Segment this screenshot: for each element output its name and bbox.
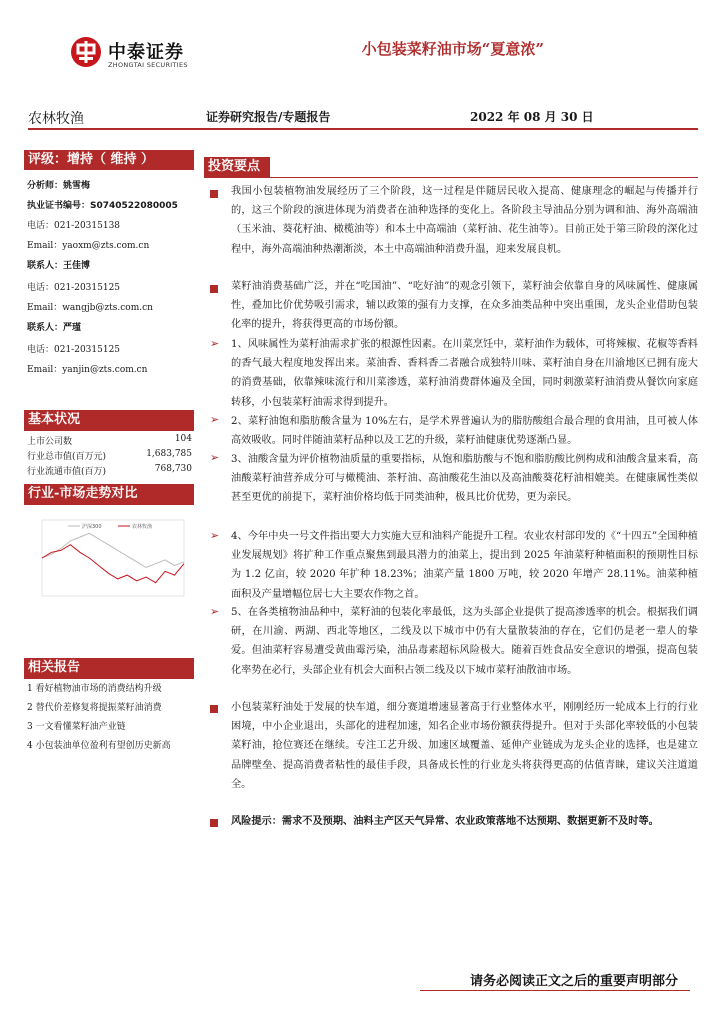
related-report-3[interactable]: 3 一文看懂菜籽油产业链	[27, 722, 126, 732]
paragraph-point-5: 5、在各类植物油品种中，菜籽油的包装化率最低，这为头部企业提供了提高渗透率的机会。根据我们调研，在川渝、两湖、西北等地区，二线及以下城市中仍有大量散装油的存在，它们仍是老一辈人的挚爱。但油菜籽容易遭受黄曲霉污染，油品毒素超标风险极大。随着百姓食品安全意识的增强，提高包装化率势在必行，头部企业有机会大面积占领二线及以下城市菜籽油散油市场。	[231, 607, 698, 676]
report-date: 2022 年 08 月 30 日	[470, 110, 594, 124]
series-line-2	[42, 545, 184, 583]
trend-divider	[24, 504, 194, 505]
trend-header: 行业-市场走势对比	[24, 484, 194, 504]
square-bullet-icon	[210, 705, 218, 713]
paragraph-point-1: 1、风味属性为菜籽油需求扩张的根源性因素。在川菜烹饪中，菜籽油作为载体，可将辣椒、花椒等香料的香气最大程度地发挥出来。菜油香、香料香二者融合成独特川味、菜籽油自身在川渝地区已拥有庞大的消费基础，依靠辣味流行和川菜渗透，菜籽油消费群体遍及全国，同时刺激菜籽油消费从餐饮向家庭转移，小包装菜籽油需求得到提升。	[231, 339, 698, 408]
contact-1-email[interactable]: Email：wangjb@zts.com.cn	[27, 303, 153, 313]
logo-text-en: ZHONGTAI SECURITIES	[108, 61, 188, 69]
arrow-bullet-icon: ➢	[210, 605, 220, 618]
square-bullet-icon	[210, 190, 218, 198]
stat-row	[27, 449, 192, 462]
header-divider	[28, 128, 698, 130]
stat-value: 1,683,785	[146, 449, 192, 459]
related-divider	[24, 678, 194, 679]
license-number: 执业证书编号：S0740522080005	[27, 201, 178, 211]
stat-label: 行业流通市值(百万)	[27, 467, 107, 477]
logo-text-cn: 中泰证券	[108, 42, 184, 63]
chart-frame	[42, 520, 184, 596]
paragraph-stages: 我国小包装植物油发展经历了三个阶段，这一过程是伴随居民收入提高、健康理念的崛起与传播并行的，这三个阶段的演进体现为消费者在油种选择的变化上。各阶段主导油品分别为调和油、海外高端油（玉米油、葵花籽油、橄榄油等）和本土中高端油（菜籽油、花生油等）。目前正处于第三阶段的深化过程中，海外高端油种热潮渐淡，本土中高端油种消费升温，迎来发展良机。	[231, 186, 698, 255]
report-type: 证券研究报告/专题报告	[206, 110, 331, 124]
paragraph-point-3: 3、油酸含量为评价植物油质量的重要指标，从饱和脂肪酸与不饱和脂肪酸比例构成和油酸含量来看，高油酸菜籽油营养成分可与橄榄油、茶籽油、高油酸花生油以及高油酸葵花籽油相媲美。在健康属性类似甚至更优的前提下，菜籽油价格均低于同类油种，极具比价优势，更为亲民。	[231, 454, 698, 504]
company-logo	[70, 36, 210, 76]
paragraph-outlook: 小包装菜籽油处于发展的快车道，细分赛道增速显著高于行业整体水平，刚刚经历一轮成本上行的行业困境，中小企业退出，头部化的进程加速，知名企业市场份额获得提升。但对于头部化率较低的小包装菜籽油，抢位赛还在继续。专注工艺升级、加速区域覆盖、延伸产业链成为龙头企业的选择，也是建立品牌壁垒、提高消费者粘性的最佳手段，具备成长性的行业龙头将获得更高的估值青睐，建议关注道道全。	[231, 702, 698, 790]
stat-label: 上市公司数	[27, 437, 73, 447]
related-reports-header: 相关报告	[24, 658, 194, 678]
related-report-4[interactable]: 4 小包装油单位盈利有望创历史新高	[27, 741, 171, 751]
legend-label-1: 沪深300	[82, 524, 102, 530]
stat-value: 768,730	[154, 464, 192, 474]
basic-status-header: 基本状况	[24, 410, 194, 430]
investment-highlights-header: 投资要点	[204, 157, 270, 177]
contact-2-email[interactable]: Email：yanjin@zts.com.cn	[27, 365, 148, 375]
footer-disclaimer: 请务必阅读正文之后的重要声明部分	[469, 974, 678, 989]
arrow-bullet-icon: ➢	[210, 413, 220, 426]
paragraph-point-4: 4、今年中央一号文件指出要大力实施大豆和油料产能提升工程。农业农村部印发的《“十四五”全国种植业发展规划》将扩种工作重点聚焦到最具潜力的油菜上，提出到 2025 年油菜籽种植面积的预期性目标为 1.2 亿亩，较 2020 年扩种 18.23%；油菜产量 1800 万吨，较 2020 年增产 28.11%。油菜种植面积及产量增幅位居七大主要农作物之首。	[231, 531, 698, 600]
square-bullet-icon	[210, 819, 218, 827]
square-bullet-icon	[210, 285, 218, 293]
stat-row	[27, 464, 192, 477]
arrow-bullet-icon: ➢	[210, 529, 220, 542]
rating-header: 评级：增持（ 维持 ）	[24, 150, 194, 170]
contact-2-phone: 电话：021-20315125	[27, 345, 121, 355]
stat-label: 行业总市值(百万元)	[27, 452, 107, 462]
contact-2-name: 联系人：严瑾	[27, 323, 82, 333]
basic-status-divider	[24, 430, 194, 431]
analyst-email[interactable]: Email：yaoxm@zts.com.cn	[27, 241, 150, 251]
arrow-bullet-icon: ➢	[210, 337, 220, 350]
related-report-2[interactable]: 2 替代价差修复将提振菜籽油消费	[27, 703, 162, 713]
stat-value: 104	[174, 434, 192, 444]
series-line-1	[42, 533, 184, 567]
related-report-1[interactable]: 1 看好植物油市场的消费结构升级	[27, 684, 162, 694]
stat-row	[27, 434, 192, 447]
zhongtai-logo-icon	[70, 36, 102, 68]
arrow-bullet-icon: ➢	[210, 451, 220, 464]
risk-warning: 风险提示：需求不及预期、油料主产区天气异常、农业政策落地不达预期、数据更新不及时等。	[231, 816, 659, 827]
analyst-name: 分析师：姚雪梅	[27, 181, 91, 191]
paragraph-demand: 菜籽油消费基础广泛，并在“吃国油”、“吃好油”的观念引领下，菜籽油会依靠自身的风味属性、健康属性，叠加比价优势吸引需求，辅以政策的强有力支撑，在众多油类品种中突出重围，龙头企业借助包装化率的提升，将获得更高的市场份额。	[231, 281, 698, 331]
footer-divider	[420, 990, 690, 991]
legend-label-2: 农林牧渔	[132, 524, 153, 530]
contact-1-phone: 电话：021-20315125	[27, 283, 121, 293]
industry-label: 农林牧渔	[28, 111, 84, 127]
market-trend-chart	[28, 510, 190, 620]
analyst-phone: 电话：021-20315138	[27, 221, 121, 231]
report-title: 小包装菜籽油市场“夏意浓”	[361, 40, 544, 58]
contact-1-name: 联系人：王佳博	[27, 261, 91, 271]
main-header-divider	[204, 177, 698, 178]
paragraph-point-2: 2、菜籽油饱和脂肪酸含量为 10%左右，是学术界普遍认为的脂肪酸组合最合理的食用油，且可被人体高效吸收。同时伴随油菜籽品种以及工艺的升级，菜籽油健康优势逐渐凸显。	[231, 416, 698, 447]
